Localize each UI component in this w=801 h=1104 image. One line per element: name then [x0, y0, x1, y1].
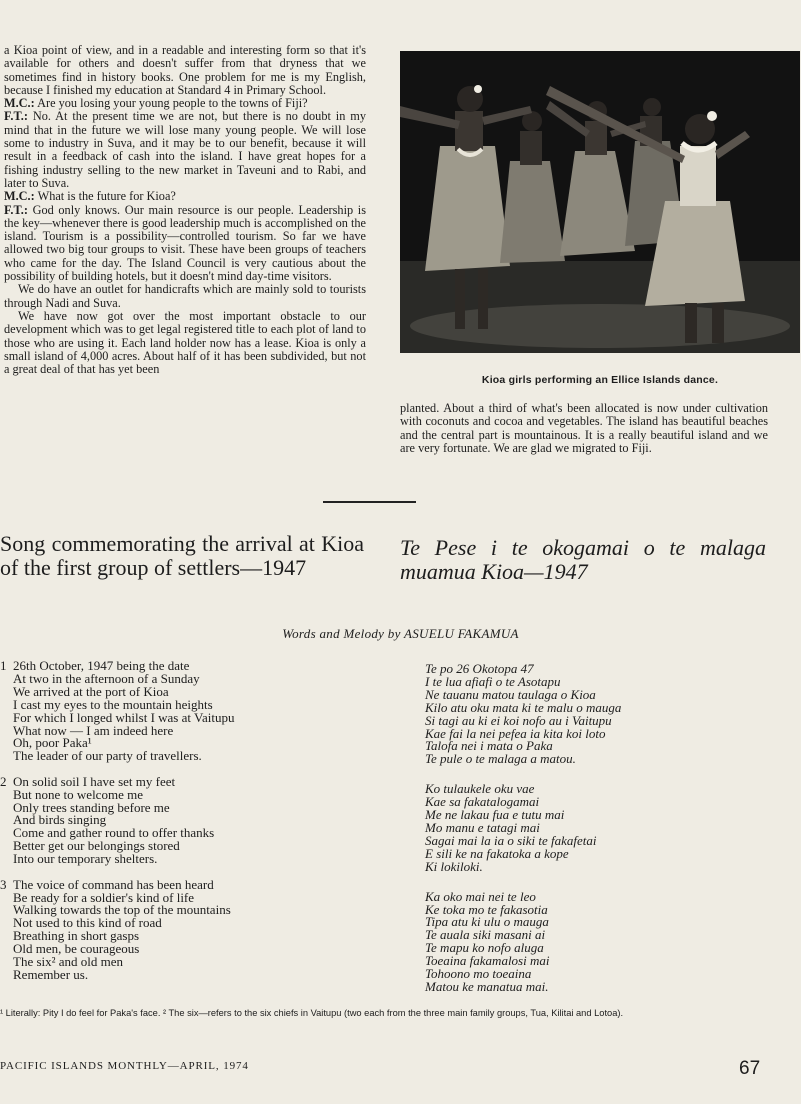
verse-line — [412, 858, 712, 874]
verse-line-text: We arrived at the port of Kioa — [13, 683, 169, 699]
song-verses-tuvaluan — [412, 663, 712, 1011]
verse-line — [412, 753, 712, 766]
speaker-label: F.T.: — [4, 109, 28, 124]
paragraph-text: We have now got over the most important obstacle to our development which was to get legal registered title to each plot of land to those who are using it. Each land holder now has a lease. Kioa is only a small island of 4,000 acres. About half of it has been subdivided, but not a great deal of that has yet been — [4, 308, 366, 377]
dance-photo — [400, 51, 800, 353]
verse-line-text: Si tagi au ki ei koi nofo au i Vaitupu — [425, 712, 612, 728]
verse-line-text: I cast my eyes to the mountain heights — [13, 696, 213, 712]
song-byline: Words and Melody by ASUELU FAKAMUA — [282, 626, 519, 641]
verse-line-text: Walking towards the top of the mountains — [13, 902, 231, 918]
speaker-label: M.C.: — [4, 96, 35, 111]
verse-line-text: Te mapu ko nofo aluga — [425, 940, 544, 956]
dance-photo-illustration — [400, 51, 800, 353]
verse-line-text: But none to welcome me — [13, 786, 143, 802]
verse-line-text: The leader of our party of travellers. — [13, 748, 202, 764]
verse-line-text: Old men, be courageous — [13, 941, 140, 957]
verse-line-text: Ko tulaukele oku vae — [425, 781, 535, 797]
paragraph-text: What is the future for Kioa? — [34, 189, 176, 204]
paragraph — [4, 97, 366, 110]
verse — [412, 888, 712, 994]
song-title-english: Song commemorating the arrival at Kioa of the first group of settlers—1947 — [0, 531, 364, 580]
paragraph — [4, 110, 366, 190]
verse-line-text: Ki lokiloki. — [425, 858, 483, 874]
paragraph — [4, 310, 366, 376]
verse-line-text: Te auala siki masani ai — [425, 927, 546, 943]
section-divider — [323, 501, 416, 503]
verse-line-text: I te lua afiafi o te Asotapu — [425, 673, 561, 689]
photo-caption: Kioa girls performing an Ellice Islands dance. — [481, 374, 719, 386]
verse-line — [0, 966, 330, 982]
verse-line-text: Ka oko mai nei te leo — [425, 888, 536, 904]
verse-line-text: Only trees standing before me — [13, 799, 170, 815]
verse-line-text: On solid soil I have set my feet — [13, 773, 176, 789]
verse-line-text: What now — I am indeed here — [13, 722, 174, 738]
verse-line-text: 26th October, 1947 being the date — [13, 658, 190, 673]
verse-line-text: The six² and old men — [13, 954, 124, 970]
song-title-tuvaluan: Te Pese i te okogamai o te malaga muamua Kioa—1947 — [400, 535, 766, 584]
paragraph — [4, 283, 366, 310]
verse — [412, 783, 712, 873]
verse-line-text: For which I longed whilst I was at Vaitupu — [13, 709, 235, 725]
verse-line-text: Matou ke manatua mai. — [425, 978, 549, 994]
verse — [0, 660, 330, 763]
verse-line-text: Mo manu e tatagi mai — [425, 819, 540, 835]
verse-line-text: And birds singing — [13, 812, 107, 828]
verse-number: 1 — [0, 658, 7, 673]
paragraph — [4, 44, 366, 97]
verse-line-text: Sagai mai la ia o siki te fakafetai — [425, 832, 597, 848]
verse-line — [412, 978, 712, 994]
paragraph-text: God only knows. Our main resource is our people. Leadership is the key—whenever there is good leadership much is accomplished on the island. Tourism is a possibility—controlled tourism. So far we have allowed two big tour groups to visit. These have been groups of teachers who came for the day. The Island Council is very cautious about the possibility of building hotels, but it doesn't mind day-time visitors. — [4, 202, 366, 284]
verse-line-text: Talofa nei i mata o Paka — [425, 738, 553, 754]
verse-line-text: Kae sa fakatalogamai — [425, 794, 540, 810]
paragraph-text: No. At the present time we are not, but there is no doubt in my mind that in the future we will lose many young people. We will lose some to industry in Suva, and it may be to our benefit, because it will result in a feedback of cash into the island. I have great hopes for a fishing industry selling to the new market in Taveuni and to Rabi, and later to Suva. — [4, 109, 366, 190]
verse-line-text: Into our temporary shelters. — [13, 851, 158, 867]
verse-line-text: Better get our belongings stored — [13, 838, 180, 854]
paragraph: planted. About a third of what's been allocated is now under cultivation with coconuts and cocoa and vegetables. The island has beautiful beaches and the central part is mountainous. It is a really beautiful island and we are very fortunate. We are glad we migrated to Fiji. — [400, 401, 768, 456]
paragraph-text: a Kioa point of view, and in a readable and interesting form so that it's available for others and doesn't suffer from that dryness that we sometimes find in history books. One problem for me is my English, because I finished my education at Standard 4 in Primary School. — [4, 43, 366, 97]
verse-line-text: Kae fai la nei pefea ia kita koi loto — [425, 725, 606, 741]
interview-text-continued — [400, 402, 768, 456]
verse-number: 3 — [0, 876, 7, 892]
verse-line-text: The voice of command has been heard — [13, 876, 214, 892]
verse — [0, 773, 330, 867]
speaker-label: M.C.: — [4, 189, 35, 204]
verse-line-text: Toeaina fakamalosi mai — [425, 953, 550, 969]
verse-line-text: Breathing in short gasps — [13, 928, 140, 944]
verse-line-text: Me ne lakau fua e tutu mai — [425, 807, 565, 823]
verse-line-text: Remember us. — [13, 966, 89, 982]
paragraph — [4, 204, 366, 284]
interview-text — [4, 44, 366, 376]
song-verses-english — [0, 660, 330, 994]
verse-line-text: Kilo atu oku mata ki te malu o mauga — [425, 699, 622, 715]
verse-line-text: Oh, poor Paka¹ — [13, 735, 92, 751]
verse-line-text: At two in the afternoon of a Sunday — [13, 670, 200, 686]
paragraph — [4, 190, 366, 203]
verse-line-text: Come and gather round to offer thanks — [13, 825, 215, 841]
verse-number: 2 — [0, 773, 7, 789]
paragraph-text: Are you losing your young people to the towns of Fiji? — [34, 96, 308, 111]
verse-line-text: E sili ke na fakatoka a kope — [425, 845, 569, 861]
verse-line-text: Ke toka mo te fakasotia — [425, 901, 548, 917]
verse-line-text: Te po 26 Okotopa 47 — [425, 661, 534, 676]
verse-line-text: Ne tauanu matou taulaga o Kioa — [425, 686, 596, 702]
verse-line-text: Tohoono mo toeaina — [425, 966, 532, 982]
footnotes: ¹ Literally: Pity I do feel for Paka's face. ² The six—refers to the six chiefs in Vaitupu (two each from the three main family groups, Tua, Kilitai and Lotoa). — [0, 1008, 624, 1018]
paragraph-text: We do have an outlet for handicrafts which are mainly sold to tourists through Nadi and Suva. — [4, 282, 366, 310]
publication-footer: PACIFIC ISLANDS MONTHLY—APRIL, 1974 — [0, 1060, 249, 1072]
verse-line-text: Tipa atu ki ulu o mauga — [425, 914, 549, 930]
verse — [412, 663, 712, 766]
verse — [0, 876, 330, 982]
verse-line-text: Not used to this kind of road — [13, 915, 162, 931]
verse-line — [0, 750, 330, 763]
page-number: 67 — [739, 1058, 761, 1079]
verse-line-text: Te pule o te malaga a matou. — [425, 751, 576, 767]
verse-line — [0, 853, 330, 866]
verse-line-text: Be ready for a soldier's kind of life — [13, 889, 195, 905]
speaker-label: F.T.: — [4, 202, 28, 217]
